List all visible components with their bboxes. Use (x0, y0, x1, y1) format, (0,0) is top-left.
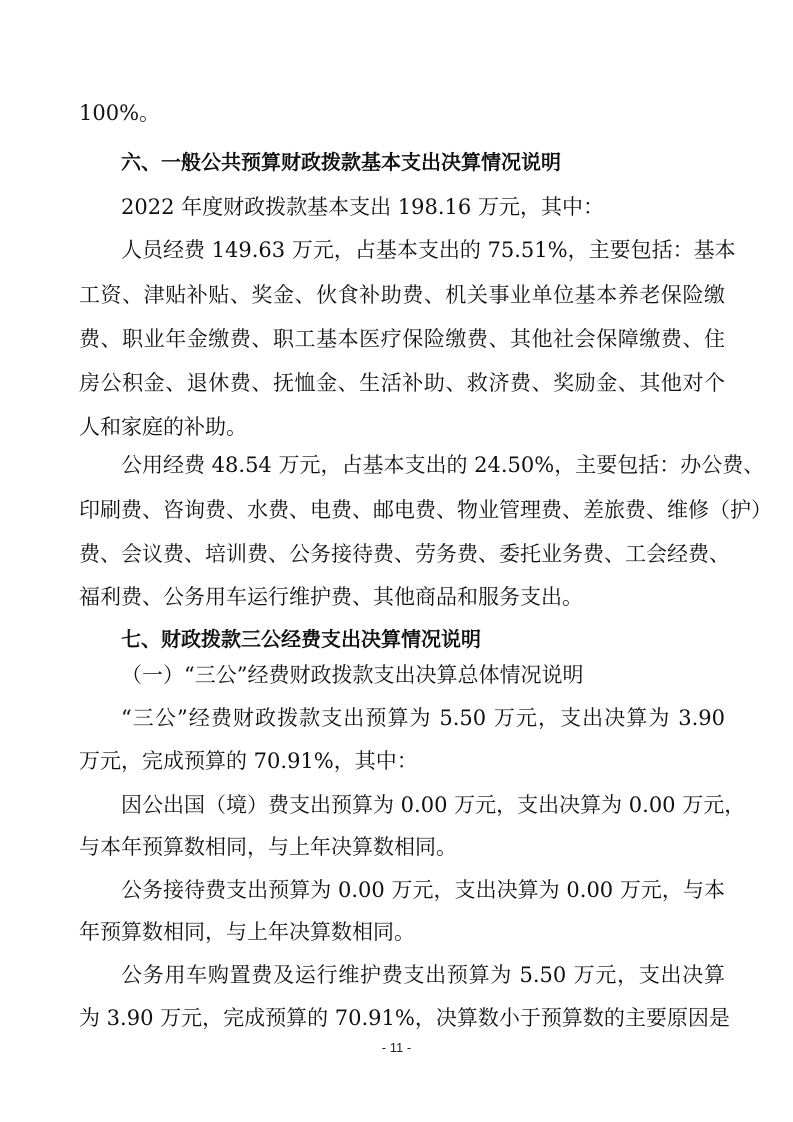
text-line: 为 3.90 万元，完成预算的 70.91%，决算数小于预算数的主要原因是 (79, 1006, 730, 1030)
section-heading: 六、一般公共预算财政拨款基本支出决算情况说明 (121, 150, 561, 174)
section-heading: 七、财政拨款三公经费支出决算情况说明 (121, 627, 481, 651)
text-line: 公务接待费支出预算为 0.00 万元，支出决算为 0.00 万元，与本 (121, 878, 725, 902)
text-line: 100%。 (79, 101, 161, 125)
text-line: 人和家庭的补助。 (79, 415, 247, 439)
text-line: 工资、津贴补贴、奖金、伙食补助费、机关事业单位基本养老保险缴 (79, 283, 725, 307)
text-line: 万元，完成预算的 70.91%，其中： (79, 749, 418, 773)
text-line: 印刷费、咨询费、水费、电费、邮电费、物业管理费、差旅费、维修（护） (79, 498, 772, 522)
text-line: 费、会议费、培训费、公务接待费、劳务费、委托业务费、工会经费、 (79, 542, 730, 566)
text-line: 年预算数相同，与上年决算数相同。 (79, 920, 415, 944)
text-line: 房公积金、退休费、抚恤金、生活补助、救济费、奖励金、其他对个 (79, 371, 725, 395)
text-line: “三公”经费财政拨款支出预算为 5.50 万元，支出决算为 3.90 (121, 706, 725, 730)
text-line: 与本年预算数相同，与上年决算数相同。 (79, 835, 457, 859)
text-line: 公务用车购置费及运行维护费支出预算为 5.50 万元，支出决算 (121, 963, 725, 987)
subsection-heading: （一）“三公”经费财政拨款支出决算总体情况说明 (121, 663, 584, 687)
text-line: 费、职业年金缴费、职工基本医疗保险缴费、其他社会保障缴费、住 (79, 327, 725, 351)
text-line: 因公出国（境）费支出预算为 0.00 万元，支出决算为 0.00 万元， (121, 793, 746, 817)
text-line: 福利费、公务用车运行维护费、其他商品和服务支出。 (79, 585, 583, 609)
text-line: 2022 年度财政拨款基本支出 198.16 万元，其中： (121, 195, 604, 219)
text-line: 人员经费 149.63 万元，占基本支出的 75.51%，主要包括：基本 (121, 238, 736, 262)
page-number: - 11 - (381, 1040, 412, 1055)
text-line: 公用经费 48.54 万元，占基本支出的 24.50%，主要包括：办公费、 (121, 453, 765, 477)
